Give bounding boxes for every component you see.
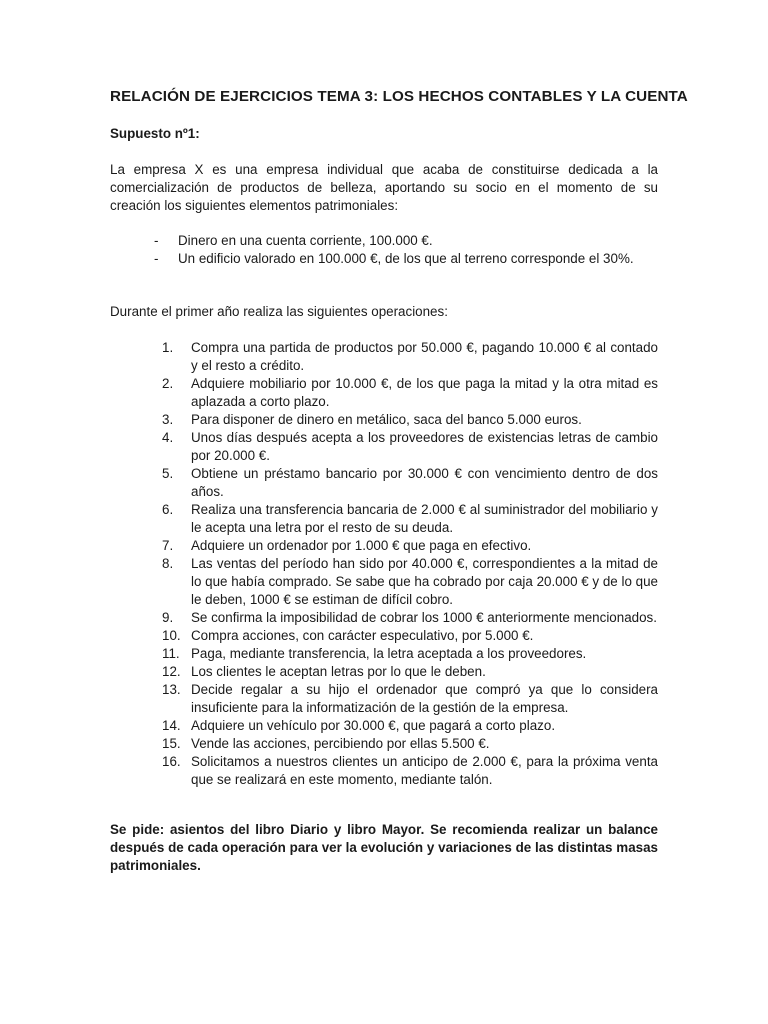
operation-text: Para disponer de dinero en metálico, saca del banco 5.000 euros. bbox=[191, 412, 582, 427]
bullet-dash: - bbox=[154, 233, 159, 248]
operation-text: Paga, mediante transferencia, la letra aceptada a los proveedores. bbox=[191, 646, 587, 661]
operation-number: 3. bbox=[162, 412, 174, 427]
operation-text: Solicitamos a nuestros clientes un anticipo de 2.000 €, para la próxima venta que se realizará en este momento, mediante talón. bbox=[191, 754, 658, 787]
operation-text: Los clientes le aceptan letras por lo que le deben. bbox=[191, 664, 486, 679]
operation-number: 7. bbox=[162, 538, 174, 553]
operation-item bbox=[162, 429, 658, 465]
operation-item bbox=[162, 663, 658, 681]
operation-text: Se confirma la imposibilidad de cobrar los 1000 € anteriormente mencionados. bbox=[191, 610, 657, 625]
operation-text: Realiza una transferencia bancaria de 2.000 € al suministrador del mobiliario y le acepta una letra por el resto de su deuda. bbox=[191, 502, 658, 535]
supuesto-heading: Supuesto nº1: bbox=[110, 126, 200, 141]
operation-item bbox=[162, 609, 658, 627]
operation-text: Adquiere un ordenador por 1.000 € que paga en efectivo. bbox=[191, 538, 532, 553]
operation-number: 13. bbox=[162, 682, 181, 697]
initial-assets-list bbox=[154, 232, 658, 268]
operation-item bbox=[162, 501, 658, 537]
operation-number: 14. bbox=[162, 718, 181, 733]
operation-number: 16. bbox=[162, 754, 181, 769]
operation-number: 1. bbox=[162, 340, 174, 355]
operation-number: 12. bbox=[162, 664, 181, 679]
operation-text: Decide regalar a su hijo el ordenador que compró ya que lo considera insuficiente para la informatización de la gestión de la empresa. bbox=[191, 682, 658, 715]
operation-text: Vende las acciones, percibiendo por ellas 5.500 €. bbox=[191, 736, 490, 751]
operation-number: 11. bbox=[162, 646, 180, 661]
operation-item bbox=[162, 375, 658, 411]
operation-item bbox=[162, 411, 658, 429]
list-item bbox=[154, 232, 658, 250]
intro-paragraph: La empresa X es una empresa individual que acaba de constituirse dedicada a la comercialización de productos de belleza, aportando su socio en el momento de su creación los siguientes elementos patrimoniales: bbox=[110, 162, 658, 213]
operation-number: 4. bbox=[162, 430, 174, 445]
operations-intro: Durante el primer año realiza las siguientes operaciones: bbox=[110, 304, 448, 319]
operations-list bbox=[162, 339, 658, 789]
operation-item bbox=[162, 627, 658, 645]
operation-number: 6. bbox=[162, 502, 174, 517]
operation-item bbox=[162, 735, 658, 753]
operation-text: Adquiere mobiliario por 10.000 €, de los que paga la mitad y la otra mitad es aplazada a corto plazo. bbox=[191, 376, 658, 409]
document-title: RELACIÓN DE EJERCICIOS TEMA 3: LOS HECHOS CONTABLES Y LA CUENTA bbox=[110, 88, 688, 105]
list-item-text: Un edificio valorado en 100.000 €, de los que al terreno corresponde el 30%. bbox=[178, 251, 634, 266]
operation-item bbox=[162, 753, 658, 789]
operation-text: Compra una partida de productos por 50.000 €, pagando 10.000 € al contado y el resto a crédito. bbox=[191, 340, 658, 373]
operation-item bbox=[162, 465, 658, 501]
list-item-text: Dinero en una cuenta corriente, 100.000 €. bbox=[178, 233, 433, 248]
operation-item bbox=[162, 537, 658, 555]
operation-number: 5. bbox=[162, 466, 174, 481]
operation-item bbox=[162, 681, 658, 717]
operation-item bbox=[162, 555, 658, 609]
operation-text: Unos días después acepta a los proveedores de existencias letras de cambio por 20.000 €. bbox=[191, 430, 658, 463]
operation-item bbox=[162, 339, 658, 375]
list-item bbox=[154, 250, 658, 268]
operation-text: Obtiene un préstamo bancario por 30.000 € con vencimiento dentro de dos años. bbox=[191, 466, 658, 499]
operation-number: 10. bbox=[162, 628, 181, 643]
operation-item bbox=[162, 717, 658, 735]
operation-text: Las ventas del período han sido por 40.000 €, correspondientes a la mitad de lo que había comprado. Se sabe que ha cobrado por caja 20.000 € y de lo que le deben, 1000 € se estiman de difícil cobro. bbox=[191, 556, 658, 607]
operation-number: 8. bbox=[162, 556, 174, 571]
operation-number: 2. bbox=[162, 376, 174, 391]
operation-text: Adquiere un vehículo por 30.000 €, que pagará a corto plazo. bbox=[191, 718, 556, 733]
bullet-dash: - bbox=[154, 251, 159, 266]
operation-item bbox=[162, 645, 658, 663]
operation-number: 9. bbox=[162, 610, 174, 625]
operation-number: 15. bbox=[162, 736, 181, 751]
operation-text: Compra acciones, con carácter especulativo, por 5.000 €. bbox=[191, 628, 534, 643]
task-statement: Se pide: asientos del libro Diario y libro Mayor. Se recomienda realizar un balance después de cada operación para ver la evolución y variaciones de las distintas masas patrimoniales. bbox=[110, 822, 658, 873]
